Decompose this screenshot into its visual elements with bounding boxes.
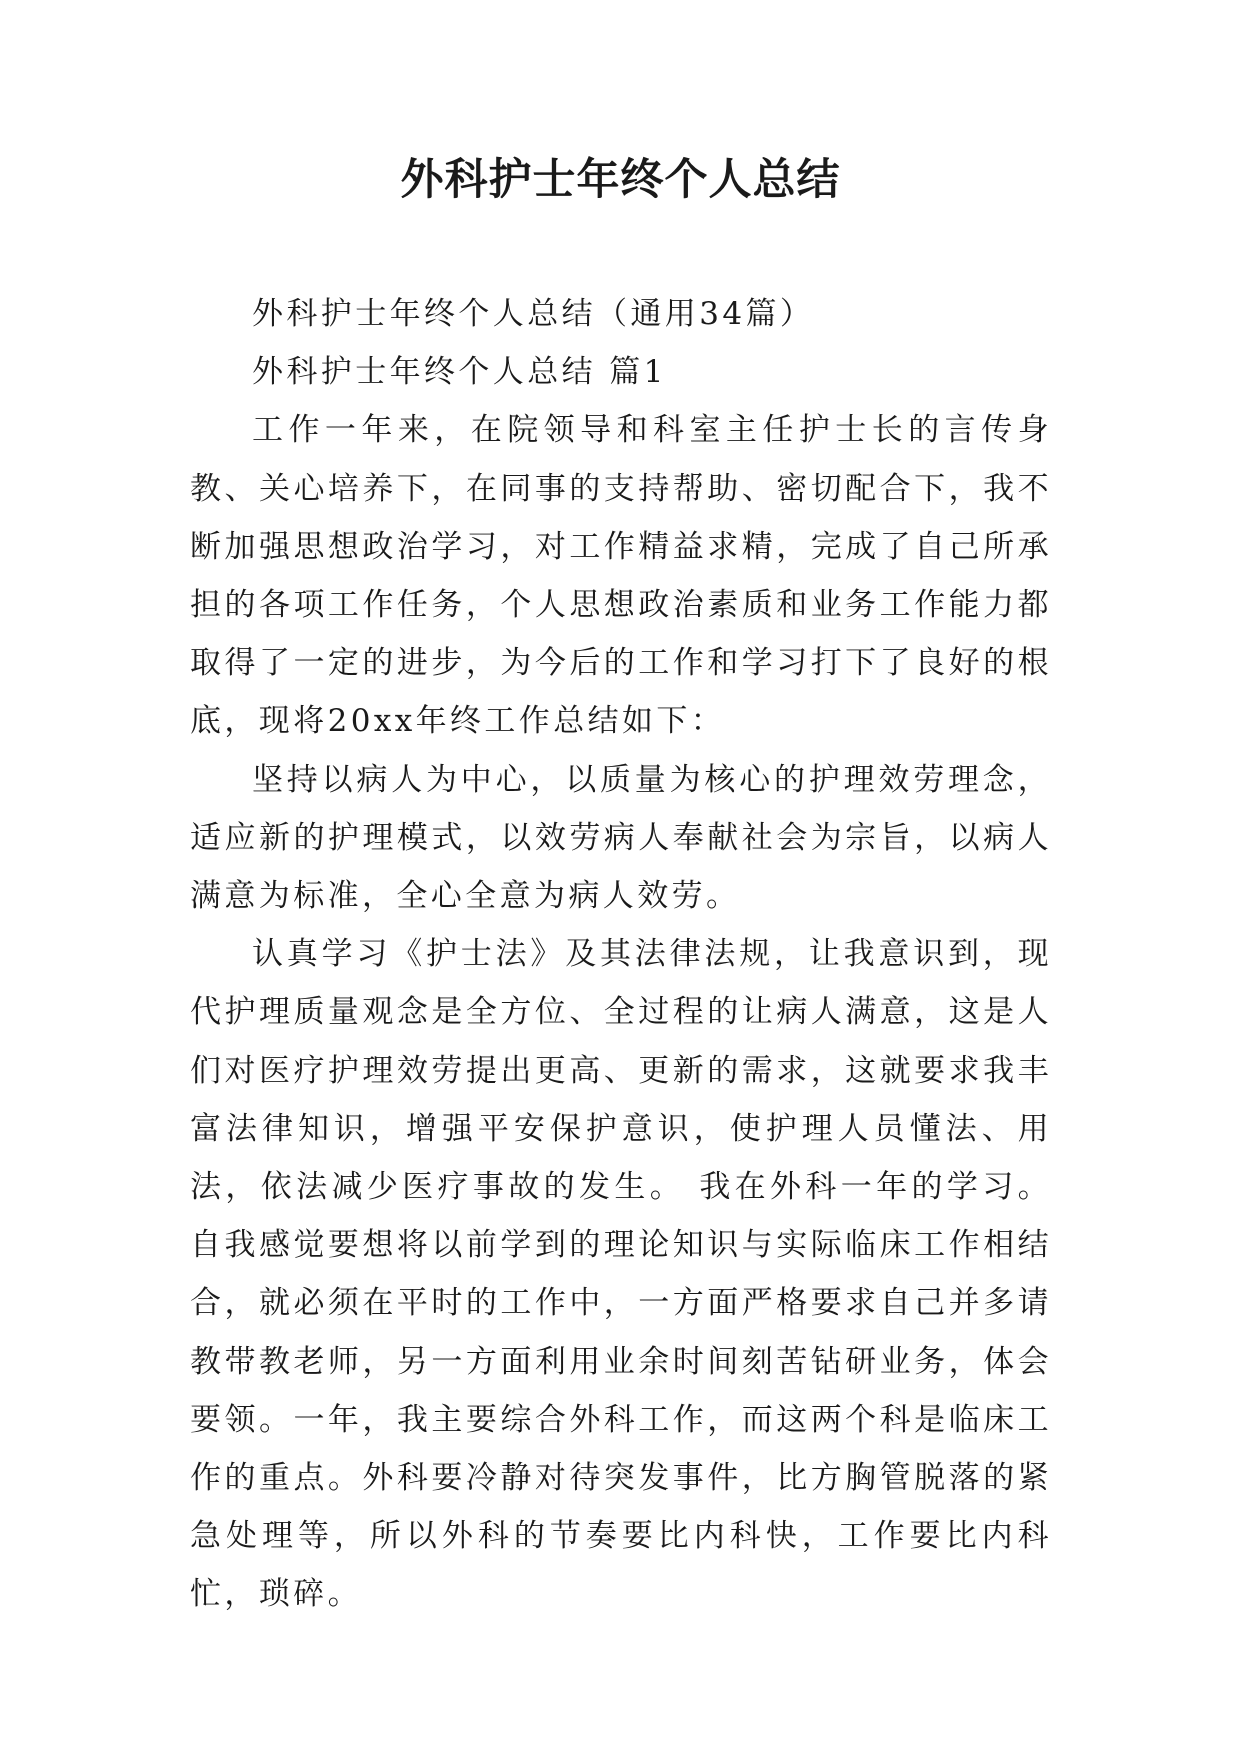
section-heading: 外科护士年终个人总结 篇1 (252, 354, 667, 391)
subtitle-paragraph: 外科护士年终个人总结（通用34篇） (252, 296, 815, 332)
document-body (190, 285, 1052, 1624)
document-title: 外科护士年终个人总结 (400, 155, 841, 205)
body-paragraph: 坚持以病人为中心，以质量为核心的护理效劳理念，适应新的护理模式，以效劳病人奉献社会为宗旨，以病人满意为标准，全心全意为病人效劳。 (190, 761, 1052, 915)
body-paragraph: 认真学习《护士法》及其法律法规，让我意识到，现代护理质量观念是全方位、全过程的让病人满意，这是人们对医疗护理效劳提出更高、更新的需求，这就要求我丰富法律知识，增强平安保护意识，使护理人员懂法、用法，依法减少医疗事故的发生。 我在外科一年的学习。自我感觉要想将以前学到的理论知识与实际临床工作相结合，就必须在平时的工作中，一方面严格要求自己并多请教带教老师，另一方面利用业余时间刻苦钻研业务，体会要领。一年，我主要综合外科工作，而这两个科是临床工作的重点。外科要冷静对待突发事件，比方胸管脱落的紧急处理等，所以外科的节奏要比内科快，工作要比内科忙，琐碎。 (190, 936, 1052, 1613)
body-paragraph: 工作一年来，在院领导和科室主任护士长的言传身教、关心培养下，在同事的支持帮助、密切配合下，我不断加强思想政治学习，对工作精益求精，完成了自己所承担的各项工作任务，个人思想政治素质和业务工作能力都取得了一定的进步，为今后的工作和学习打下了良好的根底，现将20xx年终工作总结如下： (190, 412, 1052, 740)
